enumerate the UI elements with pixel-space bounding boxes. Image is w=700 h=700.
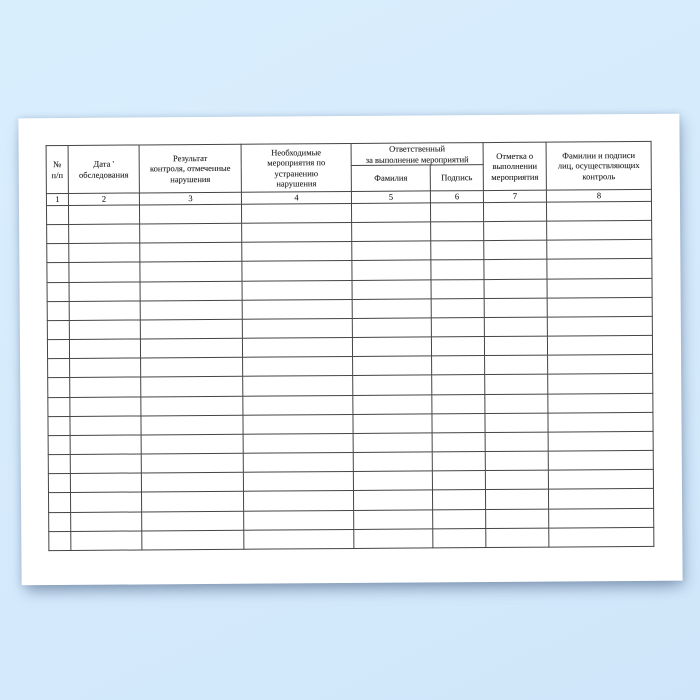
empty-cell (69, 320, 140, 340)
empty-cell (243, 357, 353, 377)
empty-cell (243, 433, 353, 453)
empty-cell (141, 472, 243, 492)
empty-cell (433, 509, 486, 529)
empty-cell (69, 243, 140, 263)
empty-cell (48, 454, 70, 473)
header-result: Результат контроля, отмеченные нарушения (139, 144, 241, 193)
empty-cell (431, 318, 484, 338)
empty-cell (70, 492, 141, 512)
empty-cell (48, 474, 70, 493)
column-number: 8 (546, 189, 651, 202)
empty-cell (547, 221, 652, 241)
empty-cell (484, 317, 547, 337)
empty-cell (433, 528, 486, 548)
empty-cell (141, 415, 243, 435)
empty-cell (68, 205, 139, 225)
empty-cell (353, 394, 432, 414)
empty-cell (547, 316, 652, 336)
empty-cell (71, 531, 142, 551)
empty-cell (140, 243, 242, 263)
empty-cell (352, 222, 431, 242)
inspection-journal-table (46, 141, 655, 551)
empty-cell (353, 471, 432, 491)
empty-cell (141, 453, 243, 473)
empty-cell (353, 375, 432, 395)
empty-cell (48, 493, 70, 512)
empty-cell (48, 397, 70, 416)
empty-cell (486, 509, 549, 529)
empty-cell (69, 339, 140, 359)
empty-cell (47, 225, 69, 244)
empty-cell (141, 377, 243, 397)
empty-cell (242, 318, 352, 338)
empty-cell (242, 280, 352, 300)
empty-cell (431, 279, 484, 299)
empty-cell (485, 355, 548, 375)
empty-cell (241, 203, 351, 223)
empty-cell (352, 260, 431, 280)
empty-cell (48, 378, 70, 397)
empty-cell (242, 242, 352, 262)
empty-cell (140, 300, 242, 320)
empty-cell (431, 337, 484, 357)
empty-cell (142, 530, 244, 550)
empty-cell (353, 356, 432, 376)
empty-cell (48, 359, 70, 378)
empty-cell (432, 394, 485, 414)
empty-cell (432, 490, 485, 510)
empty-cell (432, 452, 485, 472)
column-number: 3 (139, 192, 241, 205)
empty-cell (141, 434, 243, 454)
empty-cell (140, 223, 242, 243)
empty-cell (353, 490, 432, 510)
empty-cell (142, 511, 244, 531)
column-number: 2 (68, 193, 139, 205)
empty-cell (547, 278, 652, 298)
empty-cell (431, 241, 484, 261)
table-header (46, 141, 651, 205)
empty-cell (431, 222, 484, 242)
empty-cell (485, 413, 548, 433)
empty-cell (140, 262, 242, 282)
header-mark: Отметка о выполнении мероприятия (483, 142, 546, 190)
empty-cell (47, 263, 69, 282)
column-number: 1 (46, 193, 68, 205)
empty-cell (141, 492, 243, 512)
empty-cell (243, 472, 353, 492)
empty-cell (486, 528, 549, 548)
empty-cell (242, 223, 352, 243)
empty-cell (548, 489, 653, 509)
empty-cell (242, 299, 352, 319)
column-number: 4 (241, 191, 351, 204)
column-number: 5 (351, 191, 430, 204)
empty-cell (243, 376, 353, 396)
empty-cell (547, 335, 652, 355)
empty-cell (431, 260, 484, 280)
empty-cell (48, 416, 70, 435)
empty-cell (242, 338, 352, 358)
empty-cell (546, 201, 651, 221)
empty-cell (352, 337, 431, 357)
empty-cell (547, 297, 652, 317)
empty-cell (47, 244, 69, 263)
empty-cell (243, 414, 353, 434)
empty-cell (70, 397, 141, 417)
empty-cell (431, 298, 484, 318)
empty-cell (353, 433, 432, 453)
empty-cell (46, 205, 68, 224)
empty-cell (432, 356, 485, 376)
empty-cell (352, 299, 431, 319)
table-body (46, 201, 653, 550)
empty-cell (47, 320, 69, 339)
empty-cell (47, 340, 69, 359)
header-surname: Фамилия (351, 165, 430, 192)
empty-cell (353, 414, 432, 434)
empty-cell (48, 435, 70, 454)
empty-cell (484, 336, 547, 356)
empty-cell (485, 451, 548, 471)
empty-cell (139, 204, 241, 224)
empty-cell (547, 240, 652, 260)
header-responsible-group: Ответственный за выполнение мероприятий (351, 143, 483, 166)
empty-cell (484, 260, 547, 280)
empty-cell (71, 511, 142, 531)
empty-cell (548, 431, 653, 451)
empty-cell (47, 282, 69, 301)
empty-cell (432, 375, 485, 395)
empty-cell (244, 510, 354, 530)
empty-cell (549, 527, 654, 547)
column-number: 7 (483, 190, 546, 202)
table-row (49, 527, 654, 550)
empty-cell (548, 450, 653, 470)
empty-cell (141, 396, 243, 416)
empty-cell (548, 412, 653, 432)
empty-cell (49, 512, 71, 531)
empty-cell (548, 355, 653, 375)
empty-cell (547, 259, 652, 279)
empty-cell (484, 298, 547, 318)
empty-cell (70, 416, 141, 436)
empty-cell (354, 509, 433, 529)
empty-cell (485, 394, 548, 414)
empty-cell (485, 432, 548, 452)
empty-cell (243, 453, 353, 473)
empty-cell (70, 454, 141, 474)
empty-cell (432, 413, 485, 433)
header-row-main (46, 141, 651, 167)
empty-cell (432, 432, 485, 452)
empty-cell (244, 529, 354, 549)
empty-cell (484, 279, 547, 299)
header-measures: Необходимые мероприятия по устранению нарушения (241, 143, 351, 192)
empty-cell (69, 224, 140, 244)
header-no: № п/п (46, 145, 68, 193)
empty-cell (548, 393, 653, 413)
empty-cell (140, 338, 242, 358)
empty-cell (484, 221, 547, 241)
empty-cell (351, 203, 430, 223)
empty-cell (141, 358, 243, 378)
empty-cell (49, 531, 71, 550)
empty-cell (354, 529, 433, 549)
empty-cell (242, 261, 352, 281)
empty-cell (484, 240, 547, 260)
empty-cell (485, 470, 548, 490)
empty-cell (140, 319, 242, 339)
empty-cell (70, 377, 141, 397)
document-page (18, 114, 682, 586)
empty-cell (485, 489, 548, 509)
empty-cell (243, 395, 353, 415)
header-date: Дата ' обследования (68, 145, 139, 193)
empty-cell (352, 280, 431, 300)
empty-cell (70, 473, 141, 493)
column-number: 6 (430, 191, 483, 203)
empty-cell (70, 358, 141, 378)
empty-cell (485, 375, 548, 395)
header-signature: Подпись (430, 165, 483, 191)
empty-cell (140, 281, 242, 301)
header-controllers: Фамилии и подписи лиц, осуществляющих контроль (546, 141, 651, 190)
empty-cell (432, 471, 485, 491)
empty-cell (549, 508, 654, 528)
empty-cell (352, 241, 431, 261)
empty-cell (353, 452, 432, 472)
empty-cell (243, 491, 353, 511)
empty-cell (69, 282, 140, 302)
empty-cell (47, 301, 69, 320)
empty-cell (430, 203, 483, 223)
empty-cell (352, 318, 431, 338)
empty-cell (483, 202, 546, 222)
empty-cell (70, 435, 141, 455)
empty-cell (69, 262, 140, 282)
empty-cell (548, 470, 653, 490)
empty-cell (69, 301, 140, 321)
empty-cell (548, 374, 653, 394)
